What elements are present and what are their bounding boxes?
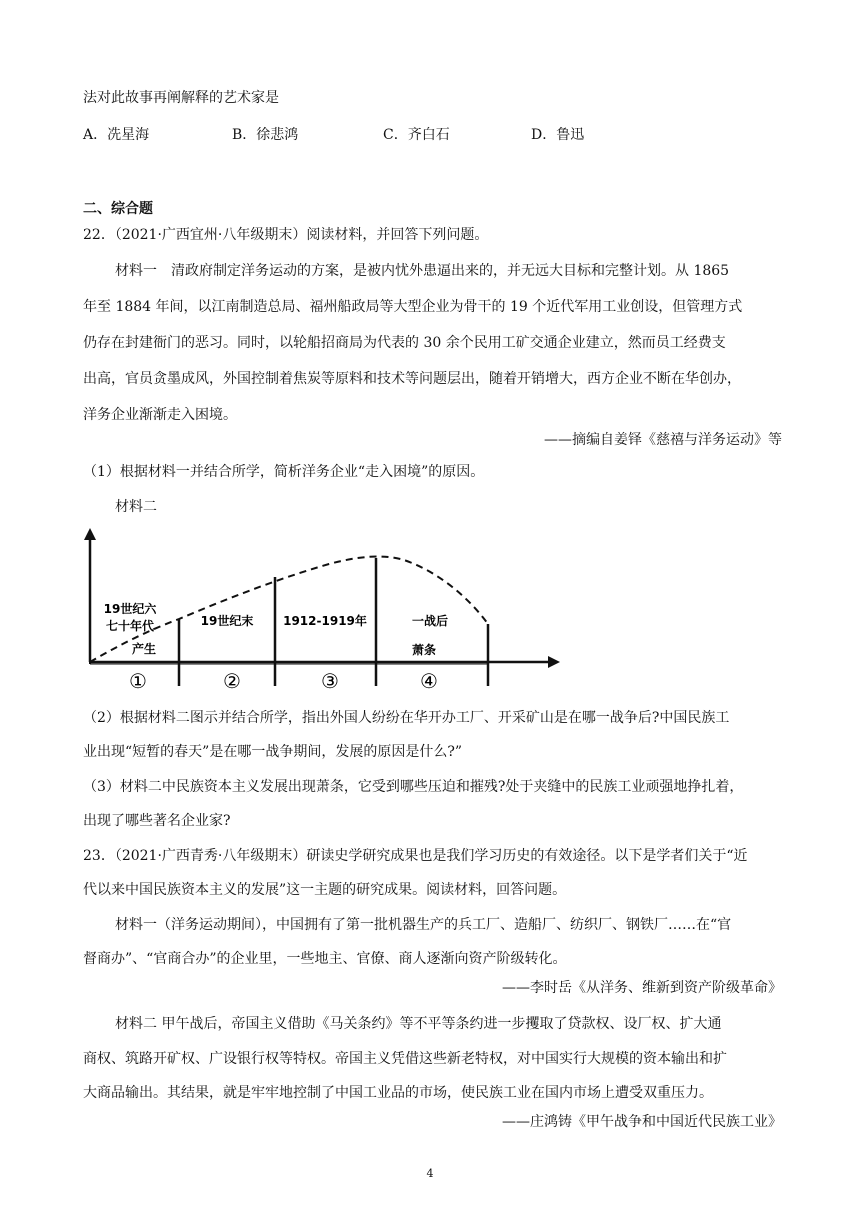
segment-1-label-line-1: 19世纪六	[103, 602, 157, 616]
segment-3-number: ③	[321, 669, 339, 693]
question-23-stem-line: 代以来中国民族资本主义的发展”这一主题的研究成果。阅读材料，回答问题。	[83, 882, 567, 898]
national-capitalism-diagram	[84, 528, 564, 700]
q22-material-1-source: ——摘编自姜铎《慈禧与洋务运动》等	[544, 432, 782, 448]
option-b[interactable]: B．徐悲鸿	[232, 127, 299, 143]
q23-material-1-line: 督商办”、“官商合办”的企业里，一些地主、官僚、商人逐渐向资产阶级转化。	[83, 951, 567, 967]
q22-subquestion-3-line: 出现了哪些著名企业家?	[83, 813, 231, 829]
question-23-stem-line: 23．（2021·广西青秀·八年级期末）研读史学研究成果也是我们学习历史的有效途径。以下是学者们关于“近	[83, 848, 748, 864]
q23-material-2-source: ——庄鸿铸《甲午战争和中国近代民族工业》	[502, 1114, 782, 1130]
segment-4-label-line-2: 萧条	[411, 643, 437, 657]
option-a[interactable]: A．冼星海	[83, 127, 150, 143]
q22-material-1-line: 材料一 清政府制定洋务运动的方案，是被内忧外患逼出来的，并无远大目标和完整计划。从 1865	[115, 263, 730, 279]
q23-material-2-line: 大商品输出。其结果，就是牢牢地控制了中国工业品的市场，使民族工业在国内市场上遭受双重压力。	[83, 1085, 713, 1101]
q22-material-1-line: 仍存在封建衙门的恶习。同时，以轮船招商局为代表的 30 余个民用工矿交通企业建立，然而员工经费支	[83, 335, 726, 351]
q22-material-1-line: 年至 1884 年间，以江南制造总局、福州船政局等大型企业为骨干的 19 个近代军用工业创设，但管理方式	[83, 299, 743, 315]
section-title: 二、综合题	[83, 201, 153, 217]
question-22-stem: 22．（2021·广西宜州·八年级期末）阅读材料，并回答下列问题。	[83, 227, 489, 243]
segment-4-label-line-1: 一战后	[411, 614, 449, 628]
segment-2-number: ②	[223, 669, 241, 693]
x-axis-arrow-icon	[548, 656, 560, 668]
q23-material-1-source: ——李时岳《从洋务、维新到资产阶级革命》	[502, 980, 782, 996]
q23-material-2-line: 材料二 甲午战后，帝国主义借助《马关条约》等不平等条约进一步攫取了贷款权、设厂权、扩大通	[115, 1016, 722, 1032]
q22-material-1-line: 洋务企业渐渐走入困境。	[83, 407, 237, 423]
q22-subquestion-2-line: （2）根据材料二图示并结合所学，指出外国人纷纷在华开办工厂、开采矿山是在哪一战争后?中国民族工	[83, 710, 730, 726]
segment-1-label-line-2: 七十年代	[105, 619, 155, 633]
segment-3-label: 1912-1919年	[283, 614, 367, 628]
q22-subquestion-1: （1）根据材料一并结合所学，简析洋务企业“走入困境”的原因。	[83, 464, 485, 480]
segment-4-number: ④	[420, 669, 438, 693]
q22-subquestion-3-line: （3）材料二中民族资本主义发展出现萧条，它受到哪些压迫和摧残?处于夹缝中的民族工业顽强地挣扎着，	[83, 779, 744, 795]
segment-1-number: ①	[129, 669, 147, 693]
q23-material-1-line: 材料一（洋务运动期间），中国拥有了第一批机器生产的兵工厂、造船厂、纺织厂、钢铁厂……在“官	[115, 917, 732, 933]
q22-subquestion-2-line: 业出现“短暂的春天”是在哪一战争期间，发展的原因是什么?”	[83, 744, 462, 760]
q22-material-2-label: 材料二	[115, 499, 157, 515]
page-number: 4	[426, 1167, 434, 1180]
q22-material-1-line: 出高，官员贪墨成风，外国控制着焦炭等原料和技术等问题层出，随着开销增大，西方企业不断在华创办，	[83, 371, 741, 387]
option-c[interactable]: C．齐白石	[383, 127, 450, 143]
q23-material-2-line: 商权、筑路开矿权、广设银行权等特权。帝国主义凭借这些新老特权，对中国实行大规模的资本输出和扩	[83, 1051, 727, 1067]
y-axis-arrow-icon	[84, 528, 96, 540]
question-21-tail: 法对此故事再阐解释的艺术家是	[83, 90, 279, 106]
option-d[interactable]: D．鲁迅	[531, 127, 585, 143]
segment-1-label-line-3: 产生	[131, 642, 157, 656]
segment-2-label: 19世纪末	[200, 614, 254, 628]
